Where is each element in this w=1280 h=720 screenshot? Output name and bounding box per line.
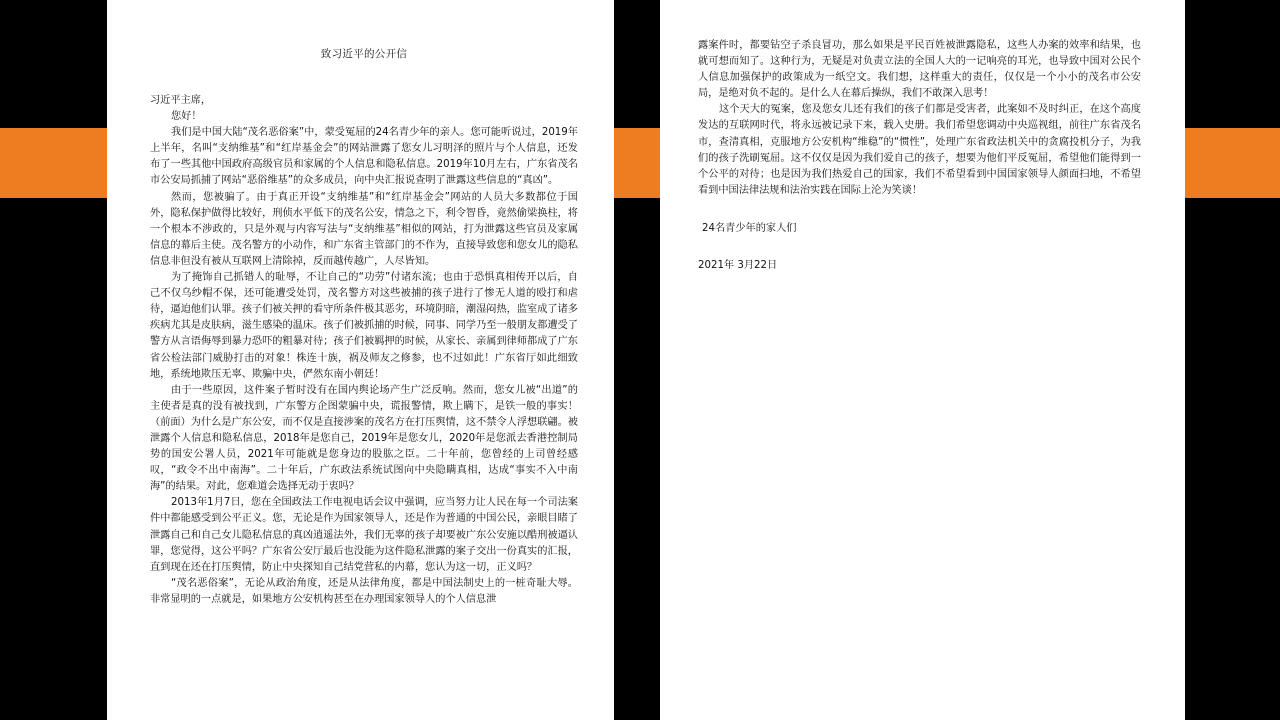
paragraph: 然而，您被骗了。由于真正开设“支纳维基”和“红岸基金会”网站的人员大多数都位于国外，隐私保护做得比较好，刑侦水平低下的茂名公安，情急之下，利令智昏，竟然偷梁换柱，将一个根本不涉政的，只是外观与内容写法与“支纳维基”相似的网站，打为泄露这些官员及家属信息的幕后主使。茂名警方的小动作，和广东省主管部门的不作为，直接导致您和您女儿的隐私信息非但没有被从互联网上清除掉，反而越传越广，人尽皆知。 bbox=[150, 191, 578, 267]
signature: 24名青少年的家人们 bbox=[702, 222, 797, 234]
paragraph: 露案件时，都要钻空子杀良冒功，那么如果是平民百姓被泄露隐私，这些人办案的效率和结果，也就可想而知了。这种行为，无疑是对负责立法的全国人大的一记响亮的耳光，也导致中国对公民个人信息加强保护的政策成为一纸空文。我们想，这样重大的责任，仅仅是一个小小的茂名市公安局，是绝对负不起的。是什么人在幕后操纵，我们不敢深入思考！ bbox=[698, 40, 1141, 100]
paragraph: 由于一些原因，这件案子暂时没有在国内舆论场产生广泛反响。然而，您女儿被“出道”的主使者是真的没有被找到，广东警方企图蒙骗中央，谎报警情，欺上瞒下，是铁一般的事实！（前面）为什么是广东公安，而不仅是直接涉案的茂名方在打压舆情，这不禁令人浮想联翩。被泄露个人信息和隐私信息，2018年是您自己，2019年是您女儿，2020年是您派去香港控制局势的国安公署人员，2021年可能就是您身边的股肱之臣。二十年前，您曾经的上司曾经感叹，“政令不出中南海”。二十年后，广东政法系统试图向中央隐瞒真相，达成“事实不入中南海”的结果。对此，您难道会选择无动于衷吗？ bbox=[150, 384, 578, 493]
paragraph: 我们是中国大陆“茂名恶俗案”中，蒙受冤屈的24名青少年的亲人。您可能听说过，2019年上半年，名叫“支纳维基”和“红岸基金会”的网站泄露了您女儿习明泽的照片与个人信息，还发布了一些其他中国政府高级官员和家属的个人信息和隐私信息。2019年10月左右，广东省茂名市公安局抓捕了网站“恶俗维基”的众多成员，向中央汇报说查明了泄露这些信息的“真凶”。 bbox=[150, 127, 578, 187]
document-page-left bbox=[107, 0, 614, 720]
paragraph: 为了掩饰自己抓错人的耻辱，不让自己的“功劳”付诸东流；也由于恐惧真相传开以后，自己不仅乌纱帽不保，还可能遭受处罚，茂名警方对这些被捕的孩子进行了惨无人道的殴打和虐待，逼迫他们认罪。孩子们被关押的看守所条件极其恶劣，环境阴暗，潮湿闷热，监室成了诸多疾病尤其是皮肤病，滋生感染的温床。孩子们被抓捕的时候，同事、同学乃至一般朋友都遭受了警方从言语侮辱到暴力恐吓的粗暴对待；孩子们被羁押的时候，从家长、亲属到律师都成了广东省公检法部门威胁打击的对象！株连十族，祸及师友之修参，也不过如此！广东省厅如此细致地，系统地欺压无辜、欺骗中央，俨然东南小朝廷！ bbox=[150, 272, 578, 380]
paragraph: 2013年1月7日，您在全国政法工作电视电话会议中强调，应当努力让人民在每一个司法案件中都能感受到公平正义。您，无论是作为国家领导人，还是作为普通的中国公民，亲眼目睹了泄露自己和自己女儿隐私信息的真凶逍遥法外，我们无辜的孩子却要被广东公安施以酷刑被逼认罪，您觉得，这公平吗？广东省公安厅最后也没能为这件隐私泄露的案子交出一份真实的汇报，直到现在还在打压舆情，防止中央探知自己结党营私的内幕，您认为这一切，正义吗？ bbox=[150, 497, 578, 573]
document-page-right bbox=[660, 0, 1185, 720]
letter-title: 致习近平的公开信 bbox=[320, 48, 408, 60]
orange-stripe-left bbox=[0, 128, 107, 198]
salutation: 习近平主席， bbox=[150, 95, 212, 106]
orange-stripe-middle bbox=[614, 128, 660, 198]
orange-stripe-right bbox=[1185, 128, 1280, 198]
greeting: 您好！ bbox=[171, 111, 202, 123]
paragraph: 这个天大的冤案，您及您女儿还有我们的孩子们都是受害者，此案如不及时纠正，在这个高度发达的互联网时代，将永远被记录下来，载入史册。我们希望您调动中央巡视组，前往广东省茂名市，查清真相，克服地方公安机构“维稳”的“惯性”，处理广东省政法机关中的贪腐投机分子，为我们的孩子洗刷冤屈。这不仅仅是因为我们爱自己的孩子，想要为他们平反冤屈，希望他们能得到一个公平的对待；也是因为我们热爱自己的国家，我们不希望看到中国国家领导人颜面扫地，不希望看到中国法律法规和法治实践在国际上沦为笑谈！ bbox=[698, 104, 1141, 196]
letter-date: 2021年 3月22日 bbox=[698, 259, 778, 271]
paragraph: “茂名恶俗案”，无论从政治角度，还是从法律角度，都是中国法制史上的一桩奇耻大辱。非常显明的一点就是，如果地方公安机构甚至在办理国家领导人的个人信息泄 bbox=[150, 577, 578, 605]
